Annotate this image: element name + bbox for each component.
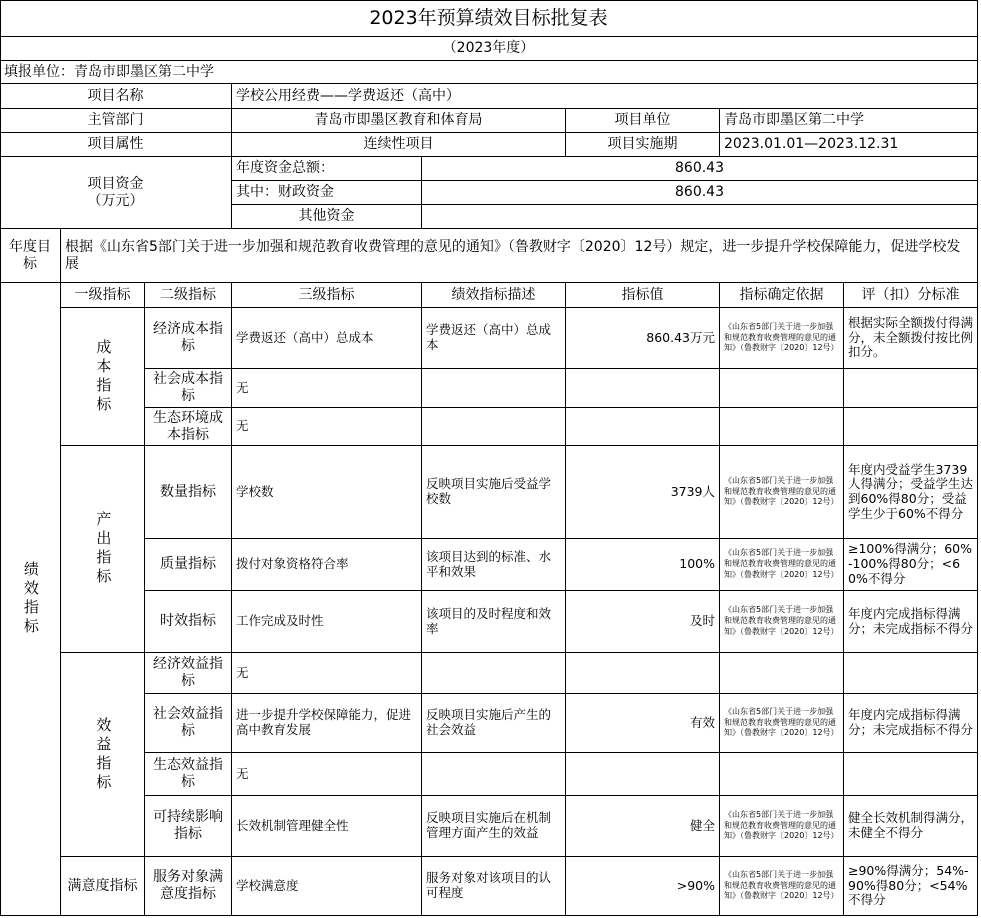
period-label: 项目实施期	[566, 133, 720, 157]
period-value: 2023.01.01—2023.12.31	[720, 133, 978, 157]
project-name-label: 项目名称	[0, 84, 232, 109]
goal-text: 根据《山东省5部门关于进一步加强和规范教育收费管理的意见的通知》（鲁教财字〔2020〕12号）规定，进一步提升学校保障能力，促进学校发展	[61, 229, 978, 283]
attr-label: 项目属性	[0, 133, 232, 157]
indicator-value: 及时	[566, 591, 720, 653]
indicator-basis: 《山东省5部门关于进一步加强和规范教育收费管理的意见的通知》（鲁教财字〔2020〕12号）	[720, 446, 844, 539]
indicator-score: 根据实际全额拨付得满分，未全额拨付按比例扣分。	[844, 308, 978, 369]
group-satisfaction: 满意度指标	[61, 857, 145, 916]
indicator-score: ≥90%得满分；54%-90%得80分；<54%不得分	[844, 857, 978, 916]
indicator-level2: 可持续影响指标	[145, 796, 232, 857]
indicator-level2: 时效指标	[145, 591, 232, 653]
indicator-description	[422, 369, 566, 408]
indicator-value: 健全	[566, 796, 720, 857]
fiscal-fund-label: 其中：财政资金	[232, 181, 422, 205]
indicator-score: 年度内完成指标得满分；未完成指标不得分	[844, 591, 978, 653]
header-l3: 三级指标	[232, 283, 422, 308]
indicator-score	[844, 408, 978, 446]
header-desc: 绩效指标描述	[422, 283, 566, 308]
indicator-basis: 《山东省5部门关于进一步加强和规范教育收费管理的意见的通知》（鲁教财字〔2020〕12号）	[720, 308, 844, 369]
attr-value: 连续性项目	[232, 133, 566, 157]
indicator-value: 3739人	[566, 446, 720, 539]
group-cost: 成本指标	[61, 308, 145, 446]
indicator-description: 反映项目实施后受益学校数	[422, 446, 566, 539]
indicator-level2: 社会效益指标	[145, 694, 232, 753]
indicator-value: >90%	[566, 857, 720, 916]
other-fund-value	[422, 205, 978, 229]
indicator-level3: 无	[232, 369, 422, 408]
header-l2: 二级指标	[145, 283, 232, 308]
indicator-basis: 《山东省5部门关于进一步加强和规范教育收费管理的意见的通知》（鲁教财字〔2020〕12号）	[720, 857, 844, 916]
indicator-score: 年度内完成指标得满分；未完成指标不得分	[844, 694, 978, 753]
indicator-basis	[720, 369, 844, 408]
indicator-basis: 《山东省5部门关于进一步加强和规范教育收费管理的意见的通知》（鲁教财字〔2020〕12号）	[720, 591, 844, 653]
indicator-value: 有效	[566, 694, 720, 753]
indicator-score: 健全长效机制得满分，未健全不得分	[844, 796, 978, 857]
perf-label: 绩效指标	[0, 283, 61, 916]
fiscal-fund-value: 860.43	[422, 181, 978, 205]
dept-value: 青岛市即墨区教育和体育局	[232, 109, 566, 133]
indicator-basis	[720, 753, 844, 796]
indicator-description: 学费返还（高中）总成本	[422, 308, 566, 369]
indicator-level3: 学费返还（高中）总成本	[232, 308, 422, 369]
indicator-value: 860.43万元	[566, 308, 720, 369]
indicator-basis	[720, 408, 844, 446]
indicator-level3: 无	[232, 753, 422, 796]
other-fund-label: 其他资金	[232, 205, 422, 229]
project-unit-value: 青岛市即墨区第二中学	[720, 109, 978, 133]
indicator-level3: 无	[232, 408, 422, 446]
indicator-description: 反映项目实施后产生的社会效益	[422, 694, 566, 753]
indicator-basis: 《山东省5部门关于进一步加强和规范教育收费管理的意见的通知》（鲁教财字〔2020〕12号）	[720, 539, 844, 591]
indicator-level2: 数量指标	[145, 446, 232, 539]
indicator-level2: 生态环境成本指标	[145, 408, 232, 446]
page-title: 2023年预算绩效目标批复表	[0, 0, 978, 37]
indicator-value: 100%	[566, 539, 720, 591]
group-benefit: 效益指标	[61, 653, 145, 857]
indicator-description	[422, 653, 566, 694]
indicator-basis	[720, 653, 844, 694]
indicator-level3: 进一步提升学校保障能力，促进高中教育发展	[232, 694, 422, 753]
indicator-score	[844, 753, 978, 796]
indicator-description: 服务对象对该项目的认可程度	[422, 857, 566, 916]
indicator-value	[566, 653, 720, 694]
indicator-basis: 《山东省5部门关于进一步加强和规范教育收费管理的意见的通知》（鲁教财字〔2020〕12号）	[720, 796, 844, 857]
goal-label: 年度目标	[0, 229, 61, 283]
indicator-score	[844, 653, 978, 694]
indicator-basis: 《山东省5部门关于进一步加强和规范教育收费管理的意见的通知》（鲁教财字〔2020〕12号）	[720, 694, 844, 753]
indicator-level2: 经济效益指标	[145, 653, 232, 694]
indicator-level3: 长效机制管理健全性	[232, 796, 422, 857]
indicator-value	[566, 369, 720, 408]
indicator-level3: 拨付对象资格符合率	[232, 539, 422, 591]
indicator-value	[566, 753, 720, 796]
indicator-level2: 生态效益指标	[145, 753, 232, 796]
indicator-level3: 无	[232, 653, 422, 694]
indicator-level3: 工作完成及时性	[232, 591, 422, 653]
project-name: 学校公用经费——学费返还（高中）	[232, 84, 978, 109]
group-output: 产出指标	[61, 446, 145, 653]
indicator-level2: 社会成本指标	[145, 369, 232, 408]
indicator-score: ≥100%得满分；60%-100%得80分；<60%不得分	[844, 539, 978, 591]
indicator-value	[566, 408, 720, 446]
total-fund-label: 年度资金总额：	[232, 157, 422, 181]
indicator-description	[422, 753, 566, 796]
indicator-description: 反映项目实施后在机制管理方面产生的效益	[422, 796, 566, 857]
header-l1: 一级指标	[61, 283, 145, 308]
indicator-level2: 服务对象满意度指标	[145, 857, 232, 916]
header-value: 指标值	[566, 283, 720, 308]
indicator-description: 该项目的及时程度和效率	[422, 591, 566, 653]
project-unit-label: 项目单位	[566, 109, 720, 133]
unit-line: 填报单位：青岛市即墨区第二中学	[0, 61, 978, 84]
indicator-level2: 经济成本指标	[145, 308, 232, 369]
dept-label: 主管部门	[0, 109, 232, 133]
indicator-score	[844, 369, 978, 408]
indicator-level2: 质量指标	[145, 539, 232, 591]
indicator-score: 年度内受益学生3739人得满分；受益学生达到60%得80分；受益学生少于60%不得分	[844, 446, 978, 539]
header-score: 评（扣）分标准	[844, 283, 978, 308]
indicator-description	[422, 408, 566, 446]
header-basis: 指标确定依据	[720, 283, 844, 308]
fund-label: 项目资金 （万元）	[0, 157, 232, 229]
total-fund-value: 860.43	[422, 157, 978, 181]
indicator-level3: 学校满意度	[232, 857, 422, 916]
indicator-description: 该项目达到的标准、水平和效果	[422, 539, 566, 591]
year-label: （2023年度）	[0, 37, 978, 61]
indicator-level3: 学校数	[232, 446, 422, 539]
